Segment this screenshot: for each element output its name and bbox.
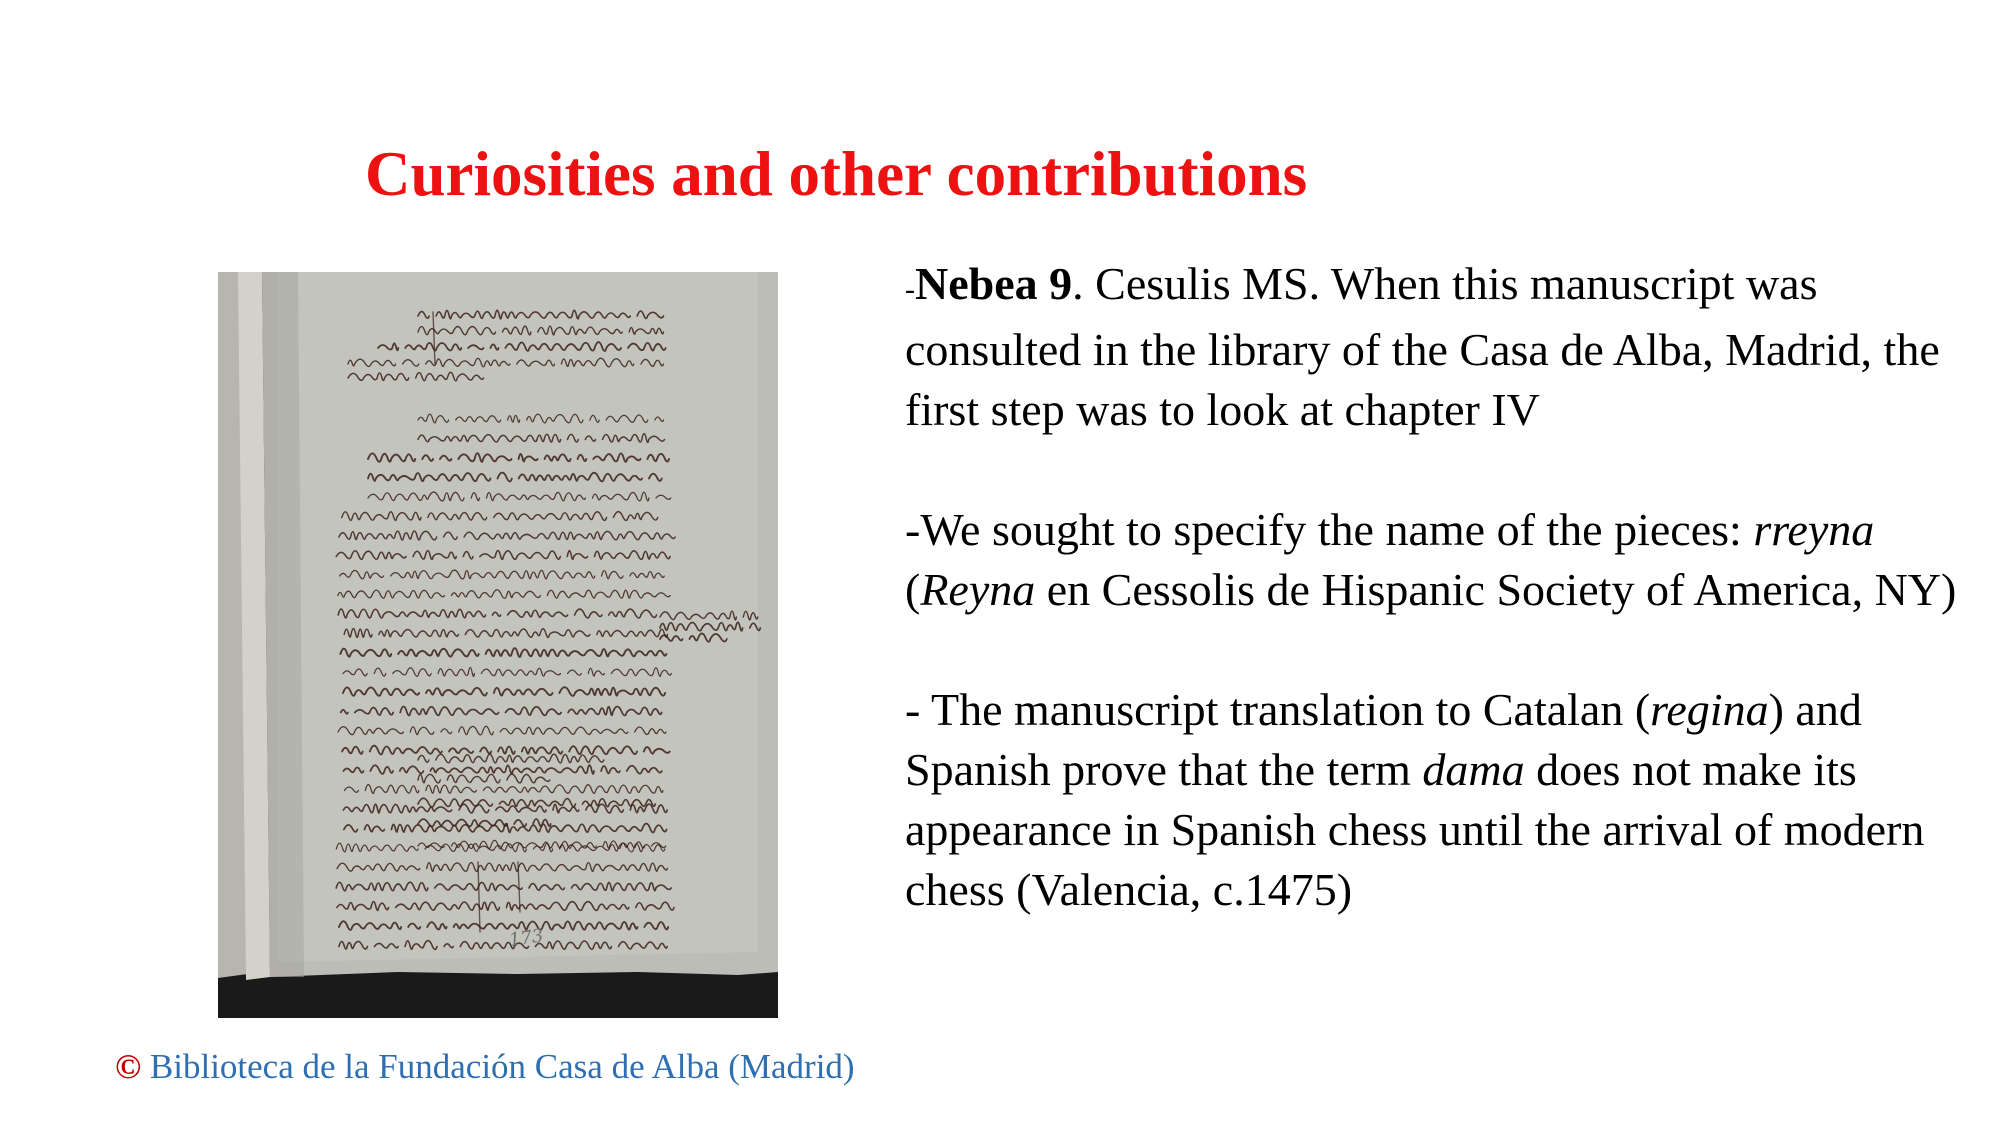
- pieces-text-end: en Cessolis de Hispanic Society of America, NY): [1035, 564, 1957, 615]
- image-credit: [115, 1046, 855, 1088]
- translation-text-start: - The manuscript translation to Catalan (: [905, 684, 1651, 735]
- term-reyna: Reyna: [920, 564, 1036, 615]
- term-regina: regina: [1650, 684, 1769, 735]
- nebea-text: . Cesulis MS. When this manuscript was consulted in the library of the Casa de Alba, Madrid, the first step was to look at chapter IV: [905, 258, 1940, 435]
- pieces-text-mid: (: [905, 564, 921, 615]
- translation-text-mid: ) and Spanish prove that the term: [905, 684, 1862, 795]
- paragraph-translation: [905, 680, 1990, 920]
- pieces-text-start: -We sought to specify the name of the pieces:: [905, 504, 1754, 555]
- folio-number: 173: [507, 925, 545, 951]
- slide-title: Curiosities and other contributions: [365, 139, 1308, 209]
- paragraph-pieces: [905, 500, 1990, 620]
- translation-text-end: does not make its appearance in Spanish chess until the arrival of modern chess (Valencia, c.1475): [905, 744, 1925, 915]
- nebea-reference: Nebea 9: [915, 258, 1073, 309]
- credit-text: Biblioteca de la Fundación Casa de Alba (Madrid): [141, 1047, 855, 1086]
- copyright-icon: ©: [115, 1047, 142, 1086]
- term-rreyna: rreyna: [1753, 504, 1875, 555]
- paragraph-dash: -: [905, 273, 915, 306]
- manuscript-image: [218, 272, 778, 1018]
- term-dama: dama: [1422, 744, 1525, 795]
- body-text: [905, 254, 1990, 920]
- paragraph-nebea: [905, 254, 1990, 440]
